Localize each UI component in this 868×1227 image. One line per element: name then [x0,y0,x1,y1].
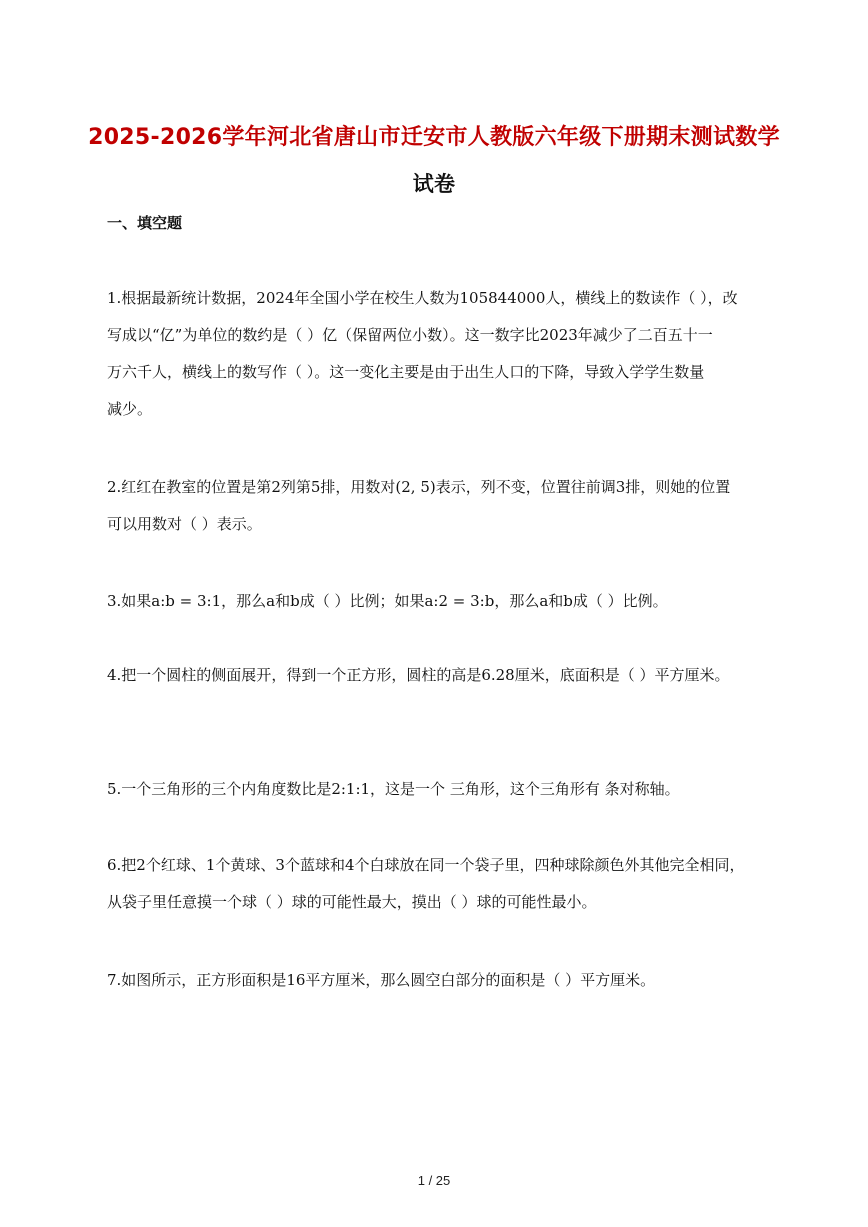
question-line: 写成以“亿”为单位的数约是（ ）亿（保留两位小数）。这一数字比2023年减少了二百五十一 [107,326,713,344]
question-6 [107,847,767,921]
question-7 [107,962,767,999]
question-5 [107,771,767,808]
question-4 [107,657,767,694]
page-number: 1 / 25 [417,1173,451,1188]
question-line: 6.把2个红球、1个黄球、3个蓝球和4个白球放在同一个袋子里，四种球除颜色外其他完全相同， [107,856,745,874]
question-line: 可以用数对（ ）表示。 [107,515,262,533]
section-heading: 一、填空题 [107,214,183,232]
question-line: 1.根据最新统计数据，2024年全国小学在校生人数为105844000人，横线上的数读作（ ），改 [107,289,738,307]
question-line: 7.如图所示，正方形面积是16平方厘米，那么圆空白部分的面积是（ ）平方厘米。 [107,971,656,989]
question-line: 3.如果a:b = 3:1，那么a和b成（ ）比例；如果a:2 = 3:b，那么a和b成（ ）比例。 [107,592,668,610]
question-line: 减少。 [107,400,153,418]
question-line: 2.红红在教室的位置是第2列第5排，用数对(2, 5)表示，列不变，位置往前调3排，则她的位置 [107,478,731,496]
document-title-continued: 试卷 [412,172,456,196]
question-2 [107,469,767,543]
question-line: 4.把一个圆柱的侧面展开，得到一个正方形，圆柱的高是6.28厘米，底面积是（ ）平方厘米。 [107,666,730,684]
question-line: 万六千人，横线上的数写作（ ）。这一变化主要是由于出生人口的下降，导致入学学生数量 [107,363,705,381]
question-line: 从袋子里任意摸一个球（ ）球的可能性最大，摸出（ ）球的可能性最小。 [107,893,597,911]
document-title: 2025-2026学年河北省唐山市迁安市人教版六年级下册期末测试数学 [88,125,780,150]
question-1 [107,280,767,428]
question-3 [107,583,767,620]
question-line: 5.一个三角形的三个内角度数比是2:1:1，这是一个 三角形，这个三角形有 条对称轴。 [107,780,680,798]
